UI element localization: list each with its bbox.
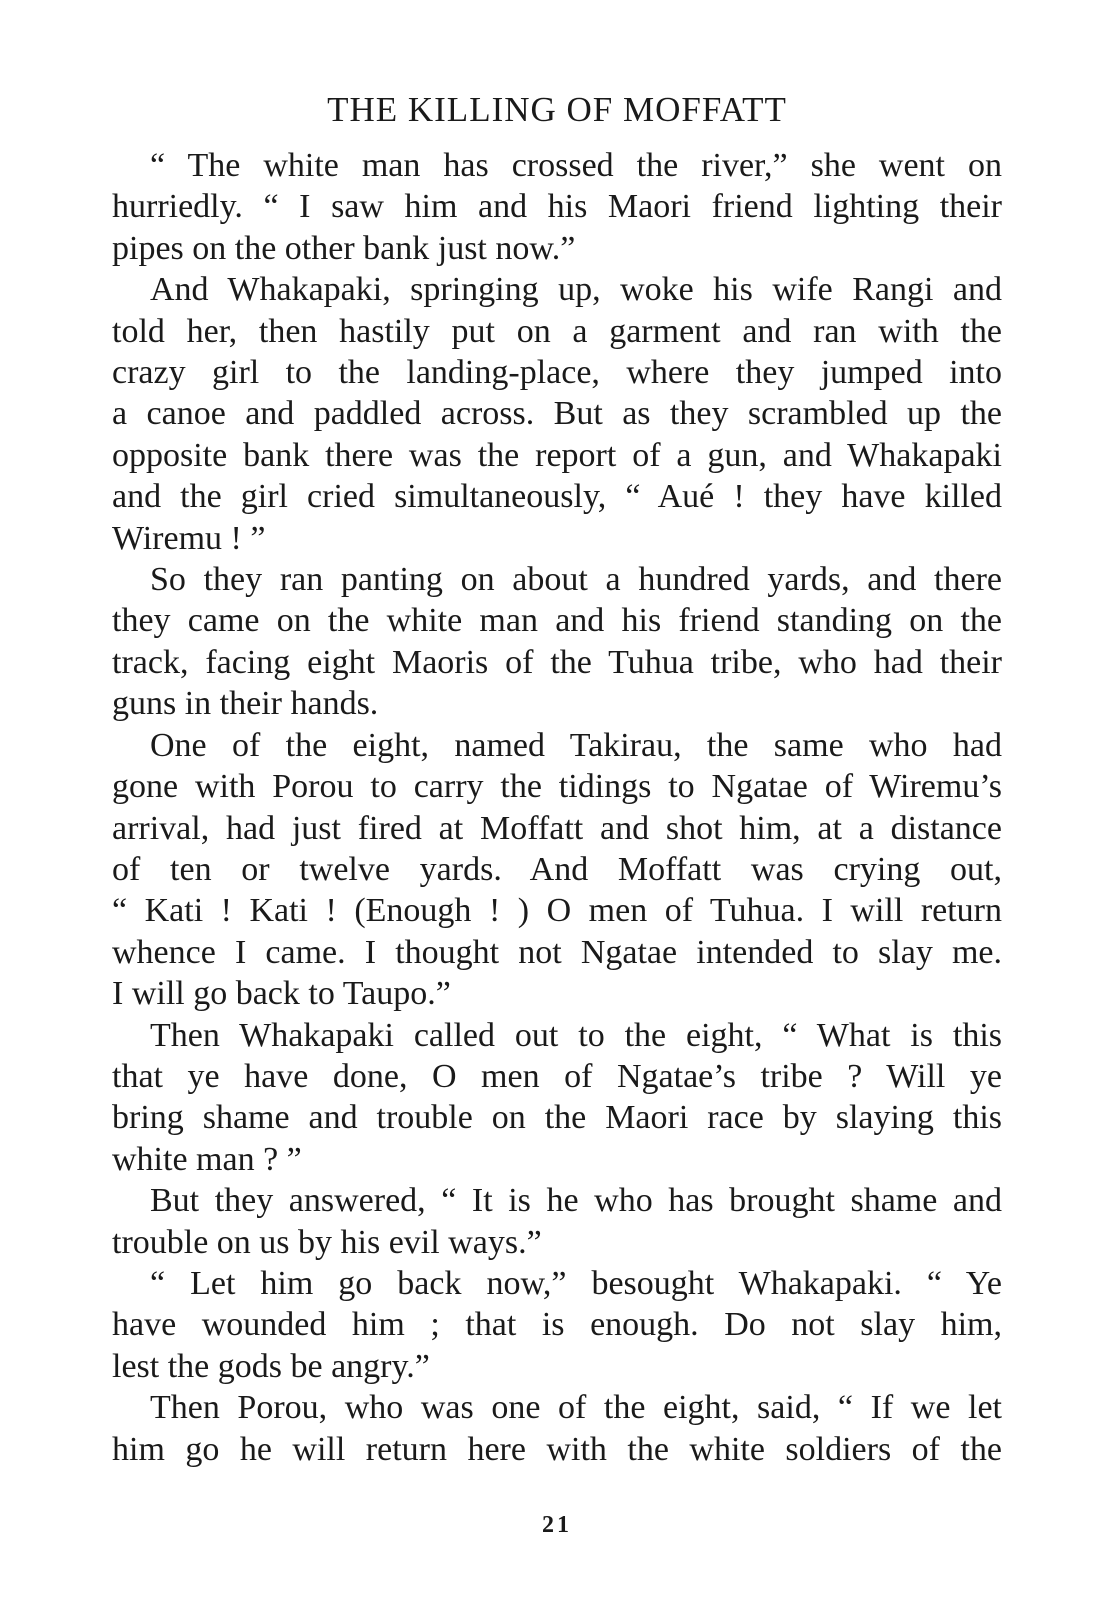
paragraph bbox=[112, 1263, 1002, 1387]
paragraph bbox=[112, 1015, 1002, 1181]
text-line: crazy girl to the landing-place, where they jumped into bbox=[112, 354, 1002, 392]
text-line: and the girl cried simultaneously, “ Aué ! they have killed bbox=[112, 478, 1002, 516]
text-line: whence I came. I thought not Ngatae intended to slay me. bbox=[112, 933, 1002, 971]
paragraph bbox=[112, 1180, 1002, 1263]
text-line: guns in their hands. bbox=[112, 685, 379, 723]
text-line: Then Whakapaki called out to the eight, “ What is this bbox=[150, 1016, 1002, 1054]
text-line: gone with Porou to carry the tidings to Ngatae of Wiremu’s bbox=[112, 768, 1002, 806]
text-line: white man ? ” bbox=[112, 1140, 302, 1178]
text-line: “ The white man has crossed the river,” she went on bbox=[150, 147, 1002, 184]
text-line: And Whakapaki, springing up, woke his wife Rangi and bbox=[150, 271, 1002, 309]
text-line: told her, then hastily put on a garment and ran with the bbox=[112, 312, 1002, 350]
text-line: “ Kati ! Kati ! (Enough ! ) O men of Tuhua. I will return bbox=[112, 892, 1002, 930]
text-line: I will go back to Taupo.” bbox=[112, 975, 451, 1013]
text-line: track, facing eight Maoris of the Tuhua tribe, who had their bbox=[112, 643, 1002, 681]
paragraph bbox=[112, 559, 1002, 725]
paragraph bbox=[112, 269, 1002, 559]
paragraph bbox=[112, 145, 1002, 269]
text-line: a canoe and paddled across. But as they scrambled up the bbox=[112, 395, 1002, 433]
page-number: 21 bbox=[542, 1512, 572, 1538]
text-line: But they answered, “ It is he who has brought shame and bbox=[150, 1182, 1002, 1220]
text-line: opposite bank there was the report of a gun, and Whakapaki bbox=[112, 436, 1002, 474]
text-line: hurriedly. “ I saw him and his Maori friend lighting their bbox=[112, 188, 1002, 226]
text-line: arrival, had just fired at Moffatt and shot him, at a distance bbox=[112, 809, 1002, 847]
text-line: One of the eight, named Takirau, the same who had bbox=[150, 726, 1002, 764]
text-line: Then Porou, who was one of the eight, said, “ If we let bbox=[150, 1389, 1002, 1427]
text-line: Wiremu ! ” bbox=[112, 519, 266, 557]
text-line: So they ran panting on about a hundred yards, and there bbox=[150, 561, 1002, 599]
text-line: they came on the white man and his friend standing on the bbox=[112, 602, 1002, 640]
paragraph bbox=[112, 1387, 1002, 1470]
text-line: lest the gods be angry.” bbox=[112, 1347, 430, 1385]
text-line: “ Let him go back now,” besought Whakapaki. “ Ye bbox=[150, 1264, 1002, 1302]
text-line: that ye have done, O men of Ngatae’s tribe ? Will ye bbox=[112, 1057, 1002, 1095]
text-line: of ten or twelve yards. And Moffatt was crying out, bbox=[112, 850, 1002, 888]
running-head: THE KILLING OF MOFFATT bbox=[327, 90, 787, 129]
text-line: trouble on us by his evil ways.” bbox=[112, 1223, 542, 1261]
text-line: pipes on the other bank just now.” bbox=[112, 229, 576, 267]
text-line: bring shame and trouble on the Maori race by slaying this bbox=[112, 1099, 1002, 1137]
paragraph bbox=[112, 725, 1002, 1015]
text-line: him go he will return here with the white soldiers of the bbox=[112, 1430, 1002, 1468]
text-line: have wounded him ; that is enough. Do not slay him, bbox=[112, 1306, 1002, 1344]
body-text bbox=[112, 145, 1002, 1470]
